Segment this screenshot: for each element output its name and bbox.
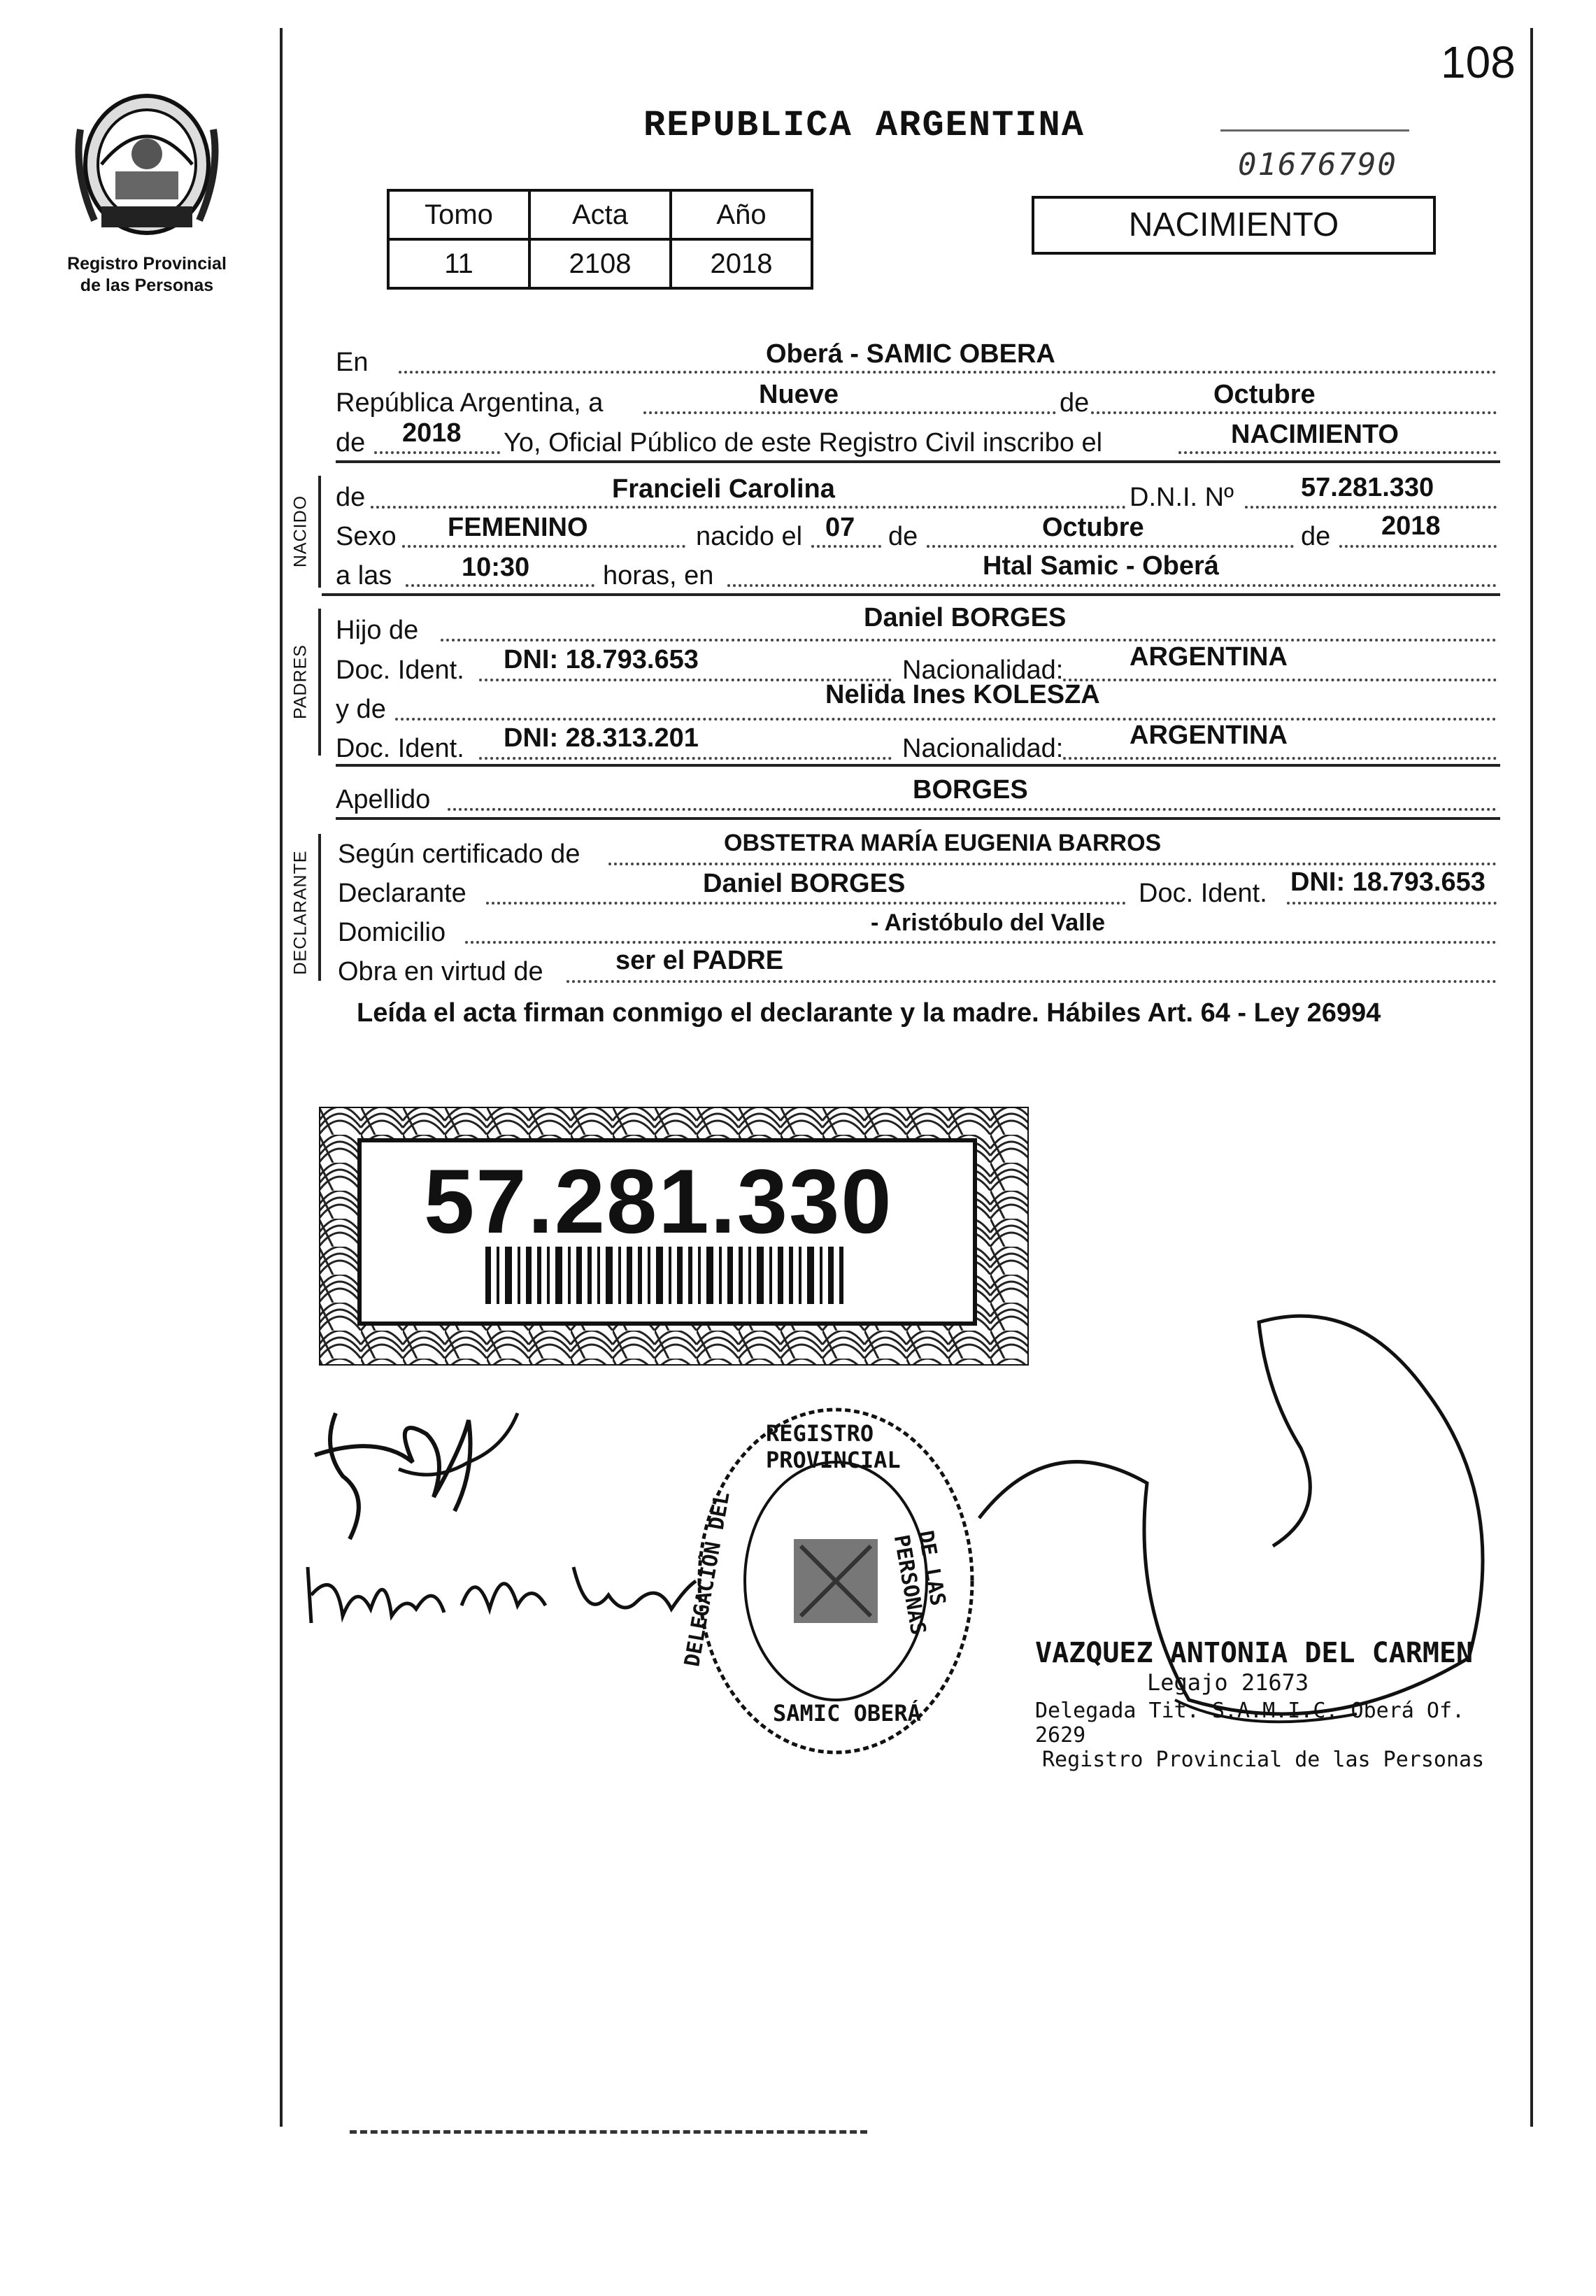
yde-label: y de	[336, 695, 386, 724]
time-dots	[406, 584, 594, 587]
document-title: REPUBLICA ARGENTINA	[643, 105, 1085, 146]
official-name: VAZQUEZ ANTONIA DEL CARMEN	[1035, 1637, 1474, 1669]
sexo-dots	[402, 545, 685, 548]
father-nat-dots	[1063, 679, 1497, 681]
mother-signature-image	[294, 1539, 713, 1637]
footer-dashes	[350, 2130, 867, 2134]
birth-de-label-1: de	[888, 522, 918, 551]
child-dni: 57.281.330	[1301, 473, 1434, 502]
father-dots	[441, 639, 1497, 642]
nacido-el-label: nacido el	[696, 522, 803, 551]
cert-label: Según certificado de	[338, 839, 580, 869]
barcode-number: 57.281.330	[424, 1150, 893, 1252]
dni-dots	[1245, 506, 1497, 509]
birth-place-dots	[727, 584, 1497, 587]
domicilio-value: - Aristóbulo del Valle	[871, 909, 1106, 936]
sexo-value: FEMENINO	[448, 513, 588, 542]
event-value: NACIMIENTO	[1231, 420, 1399, 449]
birth-time: 10:30	[462, 553, 530, 582]
horas-label: horas, en	[603, 561, 714, 590]
official-role: Delegada Tit. S.A.M.I.C. Oberá Of. 2629	[1035, 1699, 1465, 1748]
separator-3	[336, 764, 1500, 767]
registry-line-2: de las Personas	[80, 276, 214, 295]
month-value: Octubre	[1213, 380, 1316, 409]
ano-header: Año	[671, 190, 812, 239]
certificate-type-box: NACIMIENTO	[1032, 196, 1436, 255]
name-dots	[371, 506, 1126, 509]
declarante-doc-dots	[1287, 902, 1497, 905]
declarante-dots	[486, 902, 1126, 905]
mother-nat-dots	[1063, 757, 1497, 760]
apellido-dots	[448, 808, 1497, 811]
tomo-header: Tomo	[388, 190, 529, 239]
oficial-text: Yo, Oficial Público de este Registro Civil inscribo el	[504, 428, 1103, 458]
obra-dots	[567, 980, 1497, 983]
cert-value: OBSTETRA MARÍA EUGENIA BARROS	[724, 830, 1162, 856]
separator-2	[322, 593, 1500, 596]
separator-1	[336, 460, 1500, 463]
mother-doc: DNI: 28.313.201	[504, 723, 699, 753]
acta-value: 2108	[529, 239, 671, 288]
mother-doc-label: Doc. Ident.	[336, 734, 464, 763]
mother-name: Nelida Ines KOLESZA	[825, 680, 1100, 709]
cert-dots	[608, 863, 1497, 865]
stamp-bottom-text: SAMIC OBERÁ	[773, 1700, 921, 1727]
event-dots	[1178, 451, 1497, 454]
birth-de-label-2: de	[1301, 522, 1331, 551]
official-legajo: Legajo 21673	[1147, 1669, 1309, 1696]
official-name-stamp	[1035, 1637, 1525, 1772]
apellido-label: Apellido	[336, 785, 431, 814]
left-margin-line	[280, 28, 283, 2127]
declarante-bracket	[318, 834, 321, 981]
year-dots	[374, 451, 500, 454]
official-round-stamp	[680, 1399, 983, 1763]
padres-side-label: PADRES	[290, 644, 311, 719]
stamp-left-text: DELEGACIÓN DEL	[680, 1489, 735, 1669]
serial-top-line	[1220, 129, 1409, 132]
father-name: Daniel BORGES	[864, 603, 1067, 632]
declarante-value: Daniel BORGES	[703, 869, 906, 898]
father-nat-label: Nacionalidad:	[902, 656, 1064, 685]
birth-month: Octubre	[1042, 513, 1144, 542]
declarante-doc: DNI: 18.793.653	[1290, 867, 1485, 897]
hijo-de-label: Hijo de	[336, 616, 419, 645]
sexo-label: Sexo	[336, 522, 397, 551]
padres-bracket	[318, 609, 321, 756]
father-doc-label: Doc. Ident.	[336, 656, 464, 685]
birth-day: 07	[825, 513, 855, 542]
ano-value: 2018	[671, 239, 812, 288]
page-number: 108	[1441, 37, 1516, 87]
domicilio-label: Domicilio	[338, 918, 446, 947]
separator-4	[336, 817, 1500, 820]
child-name: Francieli Carolina	[612, 474, 835, 504]
obra-label: Obra en virtud de	[338, 957, 543, 986]
birth-year-dots	[1339, 545, 1497, 548]
tomo-value: 11	[388, 239, 529, 288]
month-dots	[1091, 411, 1497, 414]
declarante-label: Declarante	[338, 879, 466, 908]
mother-nat-label: Nacionalidad:	[902, 734, 1064, 763]
republica-label: República Argentina, a	[336, 388, 604, 418]
provincial-coat-of-arms	[73, 87, 220, 245]
serial-number: 01676790	[1238, 147, 1397, 183]
nacido-de-label: de	[336, 483, 366, 512]
apellido-value: BORGES	[913, 775, 1028, 805]
acta-header: Acta	[529, 190, 671, 239]
registry-name	[42, 253, 252, 297]
tomo-acta-ano-table	[387, 189, 813, 290]
declarante-side-label: DECLARANTE	[290, 850, 311, 975]
day-dots	[643, 411, 1056, 414]
de-label-1: de	[1060, 388, 1090, 418]
place-dots	[399, 371, 1497, 374]
birth-month-dots	[927, 545, 1294, 548]
obra-value: ser el PADRE	[615, 946, 784, 975]
birth-day-dots	[811, 545, 881, 548]
mother-dots	[395, 718, 1497, 721]
father-nationality: ARGENTINA	[1130, 642, 1288, 672]
stamp-top-text: REGISTRO PROVINCIAL	[766, 1420, 901, 1473]
legal-text: Leída el acta firman conmigo el declarante y la madre. Hábiles Art. 64 - Ley 26994	[357, 998, 1381, 1028]
nacido-bracket	[318, 476, 321, 588]
de-label-2: de	[336, 428, 366, 458]
right-margin-line	[1530, 28, 1533, 2127]
official-registry: Registro Provincial de las Personas	[1042, 1748, 1485, 1772]
father-doc: DNI: 18.793.653	[504, 645, 699, 674]
dni-barcode-label	[319, 1107, 1029, 1366]
registry-line-1: Registro Provincial	[67, 254, 227, 274]
mother-doc-dots	[479, 757, 892, 760]
en-label: En	[336, 348, 369, 377]
stamp-right-text: DE LAS PERSONAS	[888, 1529, 950, 1637]
year-value: 2018	[402, 418, 462, 448]
declarante-doc-label: Doc. Ident.	[1139, 879, 1267, 908]
day-value: Nueve	[759, 380, 839, 409]
place-value: Oberá - SAMIC OBERA	[766, 339, 1055, 369]
alas-label: a las	[336, 561, 392, 590]
birth-year: 2018	[1381, 511, 1441, 541]
nacido-side-label: NACIDO	[290, 495, 311, 568]
mother-nationality: ARGENTINA	[1130, 721, 1288, 750]
birth-place: Htal Samic - Oberá	[983, 551, 1219, 581]
domicilio-dots	[465, 941, 1497, 944]
dni-label: D.N.I. Nº	[1130, 483, 1234, 512]
